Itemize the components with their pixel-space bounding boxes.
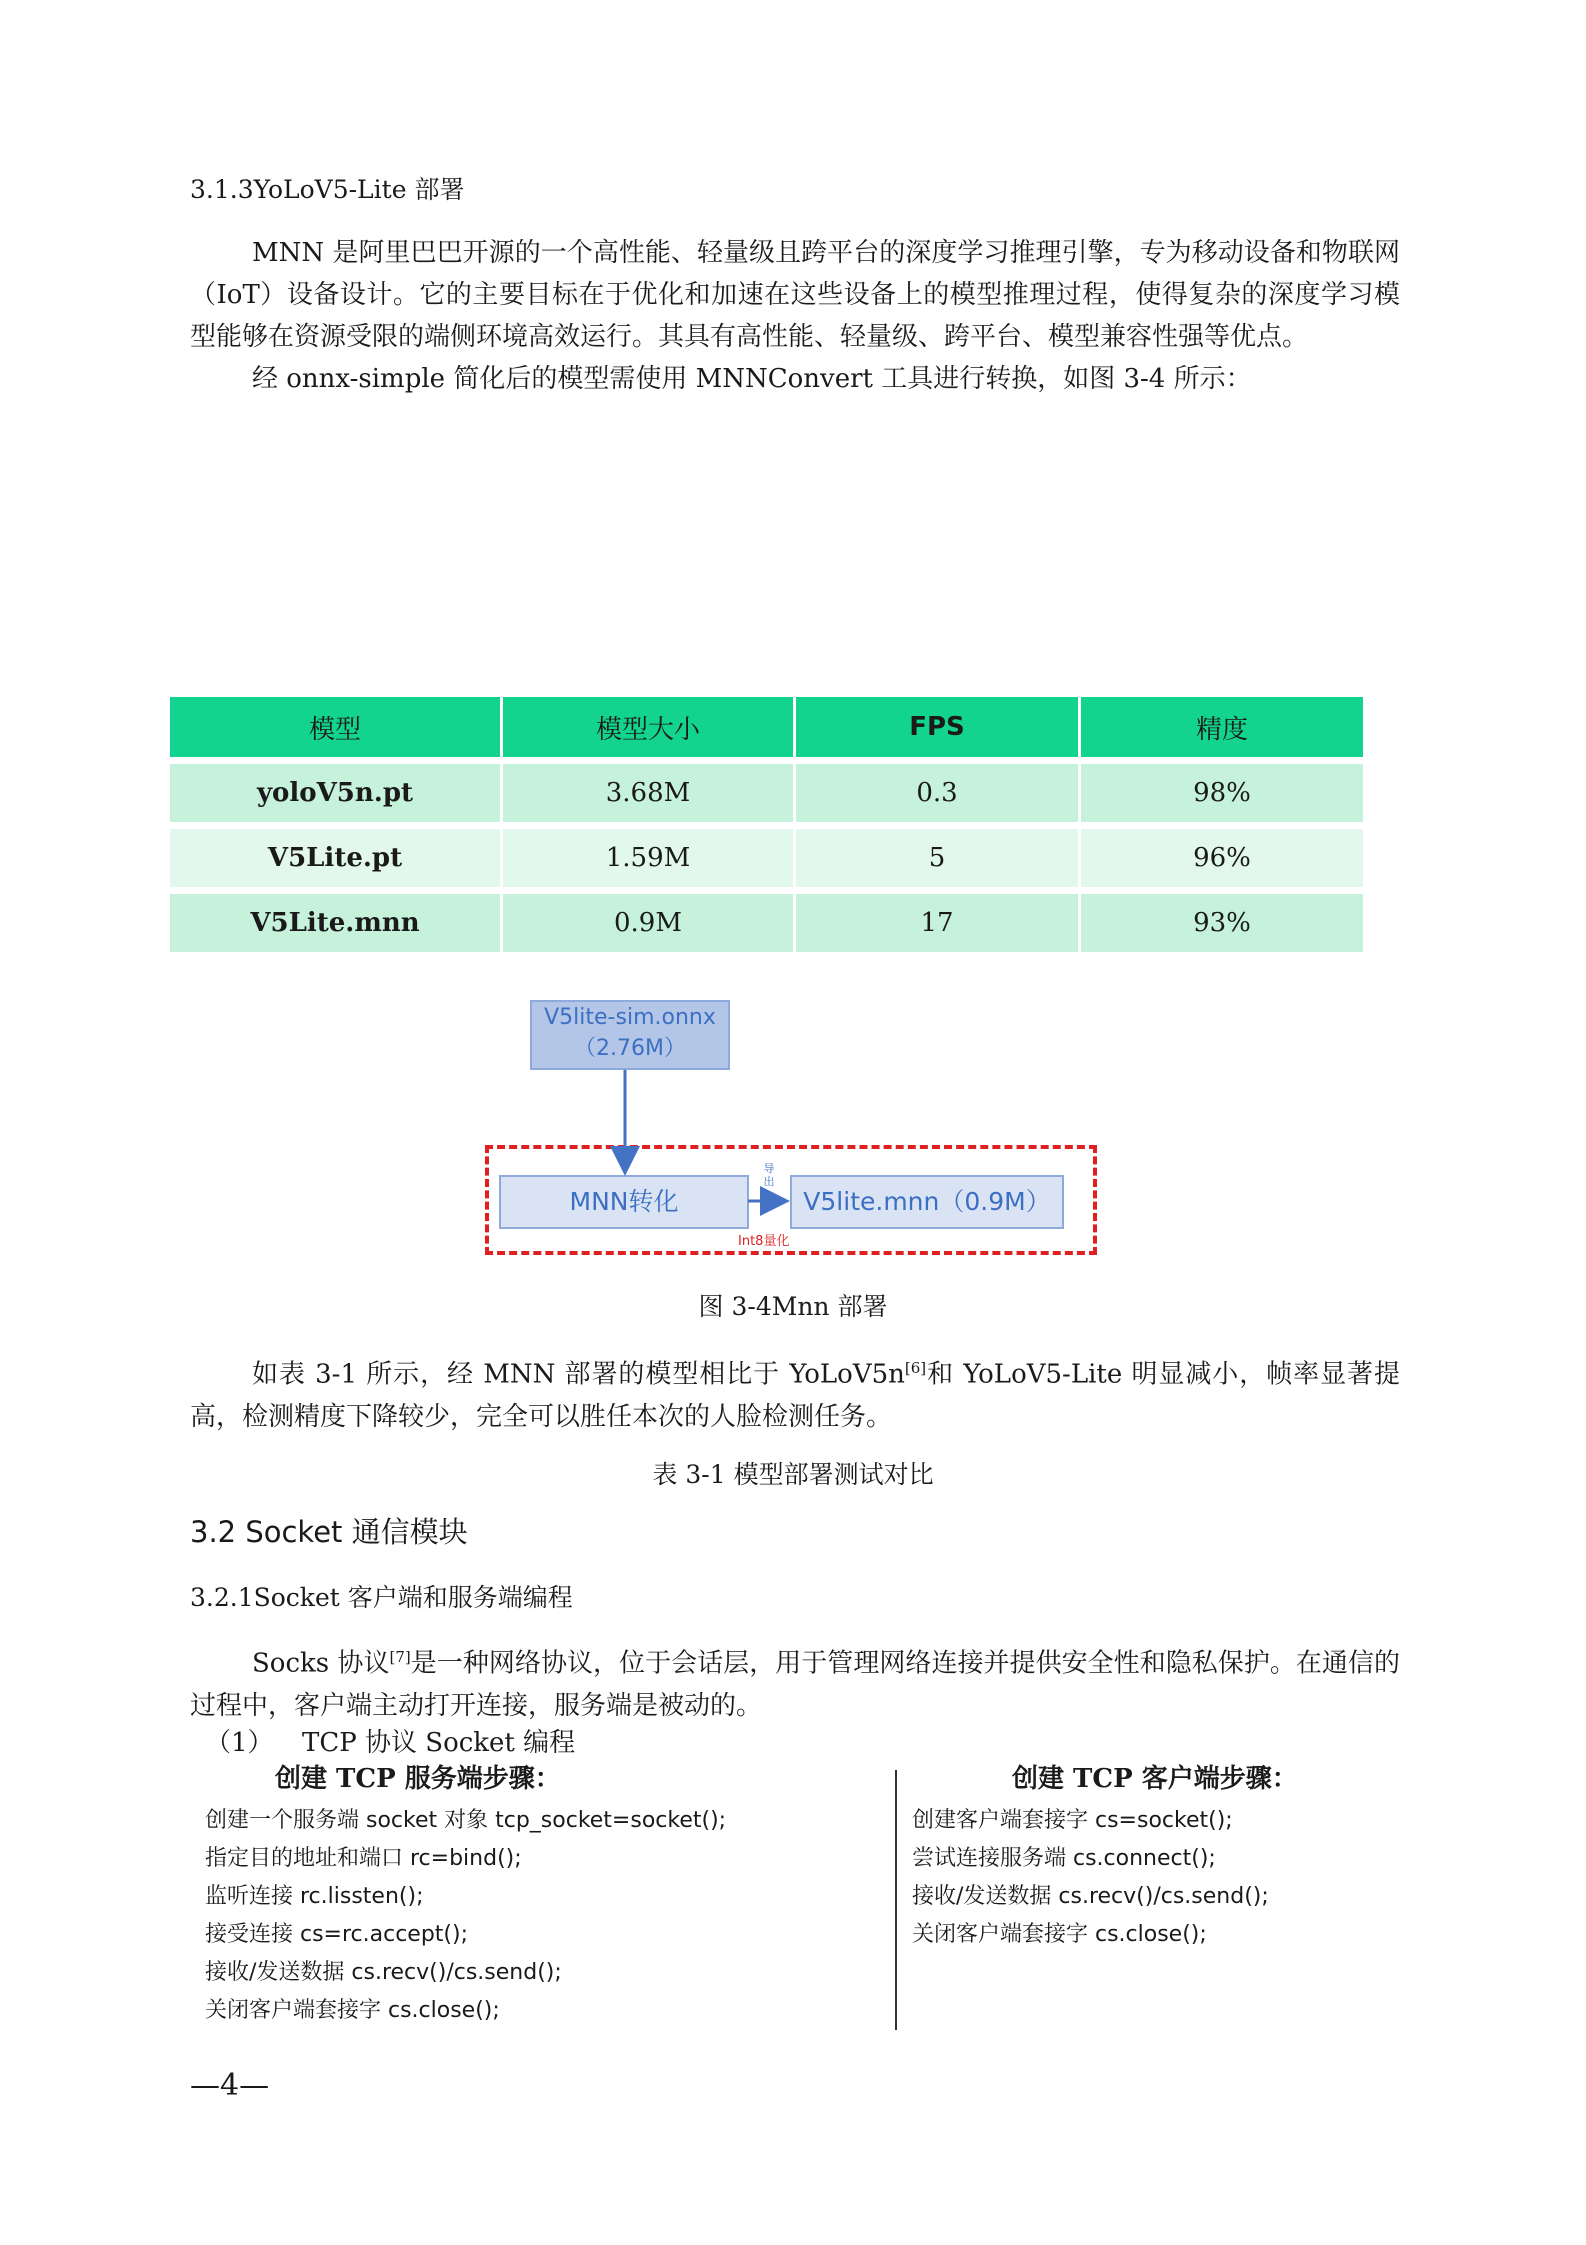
table-row	[170, 829, 1363, 894]
server-steps-list	[205, 1802, 726, 2030]
column-divider	[895, 1770, 897, 2030]
list-item: 接收/发送数据 cs.recv()/cs.send();	[205, 1960, 562, 1985]
table-cell: 5	[796, 829, 1081, 894]
table-cell: 93%	[1081, 894, 1363, 959]
table-cell: 96%	[1081, 829, 1363, 894]
mnn-convert-box: MNN转化	[499, 1175, 749, 1229]
list-item: 创建客户端套接字 cs=socket();	[912, 1808, 1233, 1833]
socket-text-a: Socks 协议	[252, 1648, 390, 1679]
section-heading-3-2-1: 3.2.1Socket 客户端和服务端编程	[190, 1583, 573, 1612]
table-header-cell: FPS	[796, 697, 1081, 764]
list-item: 尝试连接服务端 cs.connect();	[912, 1846, 1216, 1871]
diagram-arrows	[480, 990, 1120, 1270]
table-cell: 1.59M	[503, 829, 796, 894]
mnn-model-box: V5lite.mnn（0.9M）	[790, 1175, 1064, 1229]
list-item: 指定目的地址和端口 rc=bind();	[205, 1846, 522, 1871]
table-cell: 0.9M	[503, 894, 796, 959]
server-steps-title: 创建 TCP 服务端步骤：	[275, 1764, 561, 1794]
client-steps-list	[912, 1802, 1269, 1954]
table-cell: yoloV5n.pt	[170, 764, 503, 829]
list-item: 关闭客户端套接字 cs.close();	[912, 1922, 1207, 1947]
table-header-row	[170, 697, 1363, 764]
int8-quant-label: Int8量化	[738, 1234, 790, 1249]
tcp-socket-label: TCP 协议 Socket 编程	[302, 1728, 576, 1758]
list-item: 监听连接 rc.lissten();	[205, 1884, 424, 1909]
socket-text-b: 是一种网络协议，位于会话层，用于管理网络连接并提供安全性和隐私保护。在通信的过程中，客户端主动打开连接，服务端是被动的。	[190, 1648, 1400, 1721]
table-cell: V5Lite.mnn	[170, 894, 503, 959]
table-cell: 98%	[1081, 764, 1363, 829]
section-heading-3-2: 3.2 Socket 通信模块	[190, 1515, 468, 1549]
table-cell: V5Lite.pt	[170, 829, 503, 894]
comparison-paragraph	[190, 1347, 1400, 1438]
onnx-model-name: V5lite-sim.onnx	[544, 1005, 716, 1030]
intro-p2: 经 onnx-simple 简化后的模型需使用 MNNConvert 工具进行转换，如图 3-4 所示：	[252, 364, 1252, 394]
intro-p1: MNN 是阿里巴巴开源的一个高性能、轻量级且跨平台的深度学习推理引擎，专为移动设备和物联网（IoT）设备设计。它的主要目标在于优化和加速在这些设备上的模型推理过程，使得复杂的深度学习模型能够在资源受限的端侧环境高效运行。其具有高性能、轻量级、跨平台、模型兼容性强等优点。	[190, 238, 1400, 352]
table-cell: 3.68M	[503, 764, 796, 829]
page-number: —4—	[190, 2068, 270, 2103]
section-heading-3-1-3: 3.1.3YoLoV5-Lite 部署	[190, 175, 465, 204]
figure-caption: 图 3-4Mnn 部署	[698, 1292, 888, 1321]
intro-paragraph	[190, 232, 1400, 400]
table-header-cell: 模型	[170, 697, 503, 764]
socket-paragraph	[190, 1636, 1400, 1727]
model-comparison-table	[170, 697, 1363, 959]
citation-ref: [6]	[904, 1359, 927, 1377]
table-row	[170, 764, 1363, 829]
table-row	[170, 894, 1363, 959]
list-item: 接收/发送数据 cs.recv()/cs.send();	[912, 1884, 1269, 1909]
citation-ref: [7]	[389, 1648, 411, 1666]
list-item-number: （1）	[205, 1728, 274, 1758]
onnx-model-size: （2.76M）	[574, 1036, 686, 1061]
client-steps-title: 创建 TCP 客户端步骤：	[1012, 1764, 1298, 1794]
list-item: 关闭客户端套接字 cs.close();	[205, 1998, 500, 2023]
list-item: 创建一个服务端 socket 对象 tcp_socket=socket();	[205, 1808, 727, 1833]
comparison-text-b: 和 YoLoV5-Lite 明显减小，帧率显著提高，检测精度下降较少，完全可以胜任本次的人脸检测任务。	[190, 1359, 1400, 1432]
export-label: 导出	[763, 1162, 775, 1188]
table-cell: 0.3	[796, 764, 1081, 829]
table-cell: 17	[796, 894, 1081, 959]
comparison-text-a: 如表 3-1 所示，经 MNN 部署的模型相比于 YoLoV5n	[252, 1359, 905, 1390]
table-header-cell: 精度	[1081, 697, 1363, 764]
list-item: 接受连接 cs=rc.accept();	[205, 1922, 469, 1947]
table-header-cell: 模型大小	[503, 697, 796, 764]
mnn-deploy-diagram	[480, 990, 1120, 1270]
table-caption: 表 3-1 模型部署测试对比	[652, 1460, 934, 1489]
